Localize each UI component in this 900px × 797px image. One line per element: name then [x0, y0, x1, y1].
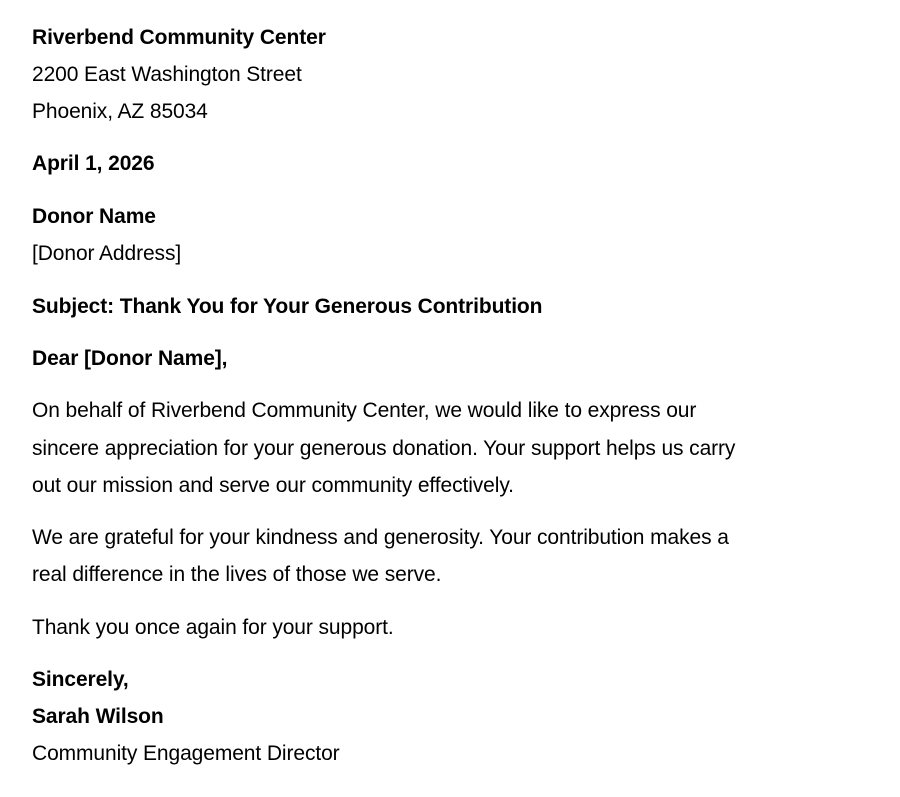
paragraph-line: On behalf of Riverbend Community Center, we would like to express our	[32, 399, 697, 422]
paragraph-line: We are grateful for your kindness and generosity. Your contribution makes a	[32, 526, 729, 549]
paragraph-line: Thank you once again for your support.	[32, 616, 394, 639]
paragraph-line: out our mission and serve our community effectively.	[32, 474, 514, 497]
subject-line: Subject: Thank You for Your Generous Contribution	[32, 295, 543, 318]
sender-street: 2200 East Washington Street	[32, 63, 302, 86]
paragraph-line: real difference in the lives of those we serve.	[32, 563, 442, 586]
signer-name: Sarah Wilson	[32, 705, 164, 728]
sender-city-state-zip: Phoenix, AZ 85034	[32, 100, 208, 123]
recipient-address: [Donor Address]	[32, 242, 182, 265]
paragraph-line: sincere appreciation for your generous donation. Your support helps us carry	[32, 437, 736, 460]
letter-date: April 1, 2026	[32, 152, 155, 175]
signer-title: Community Engagement Director	[32, 742, 340, 765]
closing: Sincerely,	[32, 668, 129, 691]
salutation: Dear [Donor Name],	[32, 347, 228, 370]
sender-organization: Riverbend Community Center	[32, 26, 326, 49]
recipient-name: Donor Name	[32, 205, 156, 228]
